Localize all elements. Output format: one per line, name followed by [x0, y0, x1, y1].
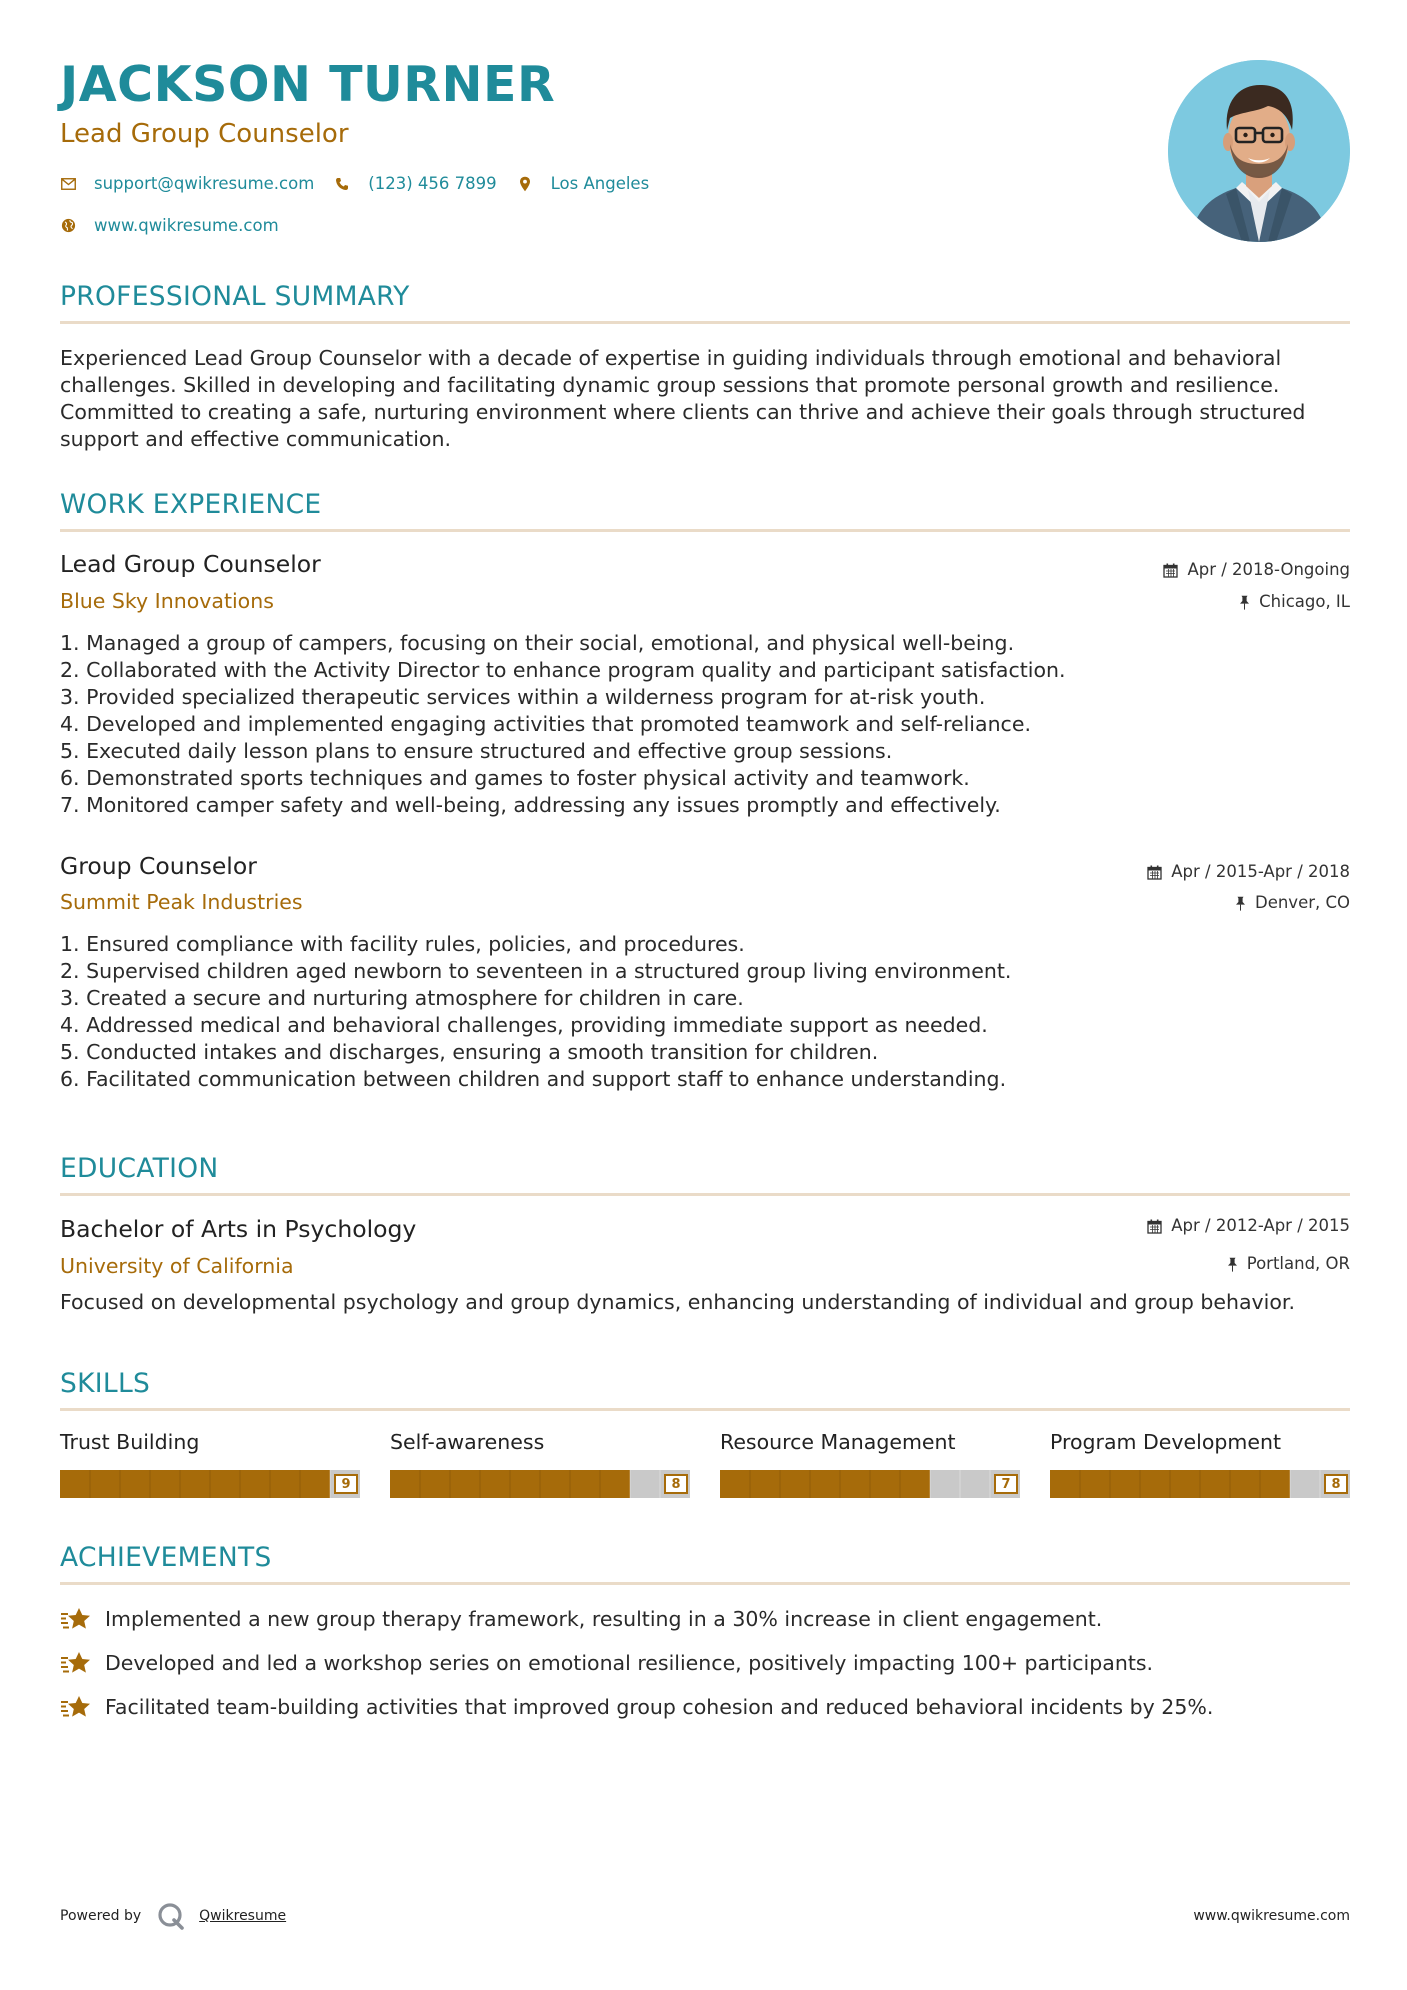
education-degree: Bachelor of Arts in Psychology — [60, 1215, 417, 1243]
bullet-item: 5. Executed daily lesson plans to ensure structured and effective group sessions. — [60, 739, 893, 763]
skill-name: Self-awareness — [390, 1430, 545, 1454]
achievement-item — [60, 1606, 1102, 1632]
skill-bar — [720, 1470, 1020, 1498]
candidate-name: JACKSON TURNER — [60, 56, 556, 113]
skill-item-2 — [720, 1430, 1020, 1492]
star-icon — [60, 1606, 92, 1632]
contact-phone[interactable] — [334, 174, 496, 193]
education-dates — [1147, 1218, 1350, 1235]
skill-segments — [60, 1470, 360, 1498]
job-title-2: Group Counselor — [60, 852, 257, 880]
bullet-item: 7. Monitored camper safety and well-being, addressing any issues promptly and effectively. — [60, 793, 1001, 817]
achievement-text: Facilitated team-building activities that improved group cohesion and reduced behavioral incidents by 25%. — [105, 1695, 1214, 1719]
pushpin-icon — [1235, 896, 1246, 911]
candidate-title: Lead Group Counselor — [60, 119, 349, 149]
achievement-text: Developed and led a workshop series on emotional resilience, positively impacting 100+ participants. — [105, 1651, 1154, 1675]
phone-text: (123) 456 7899 — [368, 174, 497, 193]
bullet-item: 2. Collaborated with the Activity Director to enhance program quality and participant satisfaction. — [60, 658, 1066, 682]
job-bullets-2 — [60, 931, 1350, 1093]
location-text: Los Angeles — [550, 174, 650, 193]
summary-text: Experienced Lead Group Counselor with a decade of expertise in guiding individuals through emotional and behavioral challenges. Skilled in developing and facilitating dynamic group sessions that promote personal growth and resilience. Committed to creating a safe, nurturing environment where clients can thrive and achieve their goals through structured support and effective communication. — [60, 346, 1306, 451]
phone-icon — [334, 176, 350, 192]
calendar-icon — [1147, 865, 1162, 880]
job-dates-1 — [1163, 562, 1350, 579]
contact-row-secondary — [60, 216, 299, 235]
bullet-item: 1. Ensured compliance with facility rules, policies, and procedures. — [60, 932, 745, 956]
education-location-text: Portland, OR — [1246, 1254, 1350, 1273]
skill-level-badge: 8 — [1324, 1474, 1348, 1494]
summary-heading: PROFESSIONAL SUMMARY — [60, 281, 410, 312]
bullet-item: 1. Managed a group of campers, focusing on their social, emotional, and physical well-being. — [60, 631, 1015, 655]
achievements-heading: ACHIEVEMENTS — [60, 1542, 272, 1573]
skill-segments — [1050, 1470, 1350, 1498]
footer-powered-by — [60, 1902, 286, 1930]
summary-divider — [60, 321, 1350, 324]
skill-name: Trust Building — [60, 1430, 200, 1454]
contact-website[interactable] — [60, 216, 279, 235]
job-dates-text-2: Apr / 2015-Apr / 2018 — [1171, 862, 1350, 881]
education-location — [1227, 1256, 1350, 1273]
education-dates-text: Apr / 2012-Apr / 2015 — [1171, 1216, 1350, 1235]
envelope-icon — [60, 176, 76, 192]
skill-name: Resource Management — [720, 1430, 956, 1454]
job-location-2 — [1235, 895, 1350, 912]
star-icon — [60, 1650, 92, 1676]
job-title-1: Lead Group Counselor — [60, 550, 321, 578]
contact-row-primary — [60, 174, 669, 193]
skill-item-0 — [60, 1430, 360, 1492]
job-company-2: Summit Peak Industries — [60, 890, 303, 914]
qwikresume-link[interactable]: Qwikresume — [199, 1908, 287, 1924]
experience-divider — [60, 529, 1350, 532]
bullet-item: 4. Addressed medical and behavioral challenges, providing immediate support as needed. — [60, 1013, 988, 1037]
powered-by-label: Powered by — [60, 1908, 142, 1924]
education-divider — [60, 1193, 1350, 1196]
calendar-icon — [1147, 1219, 1162, 1234]
job-dates-2 — [1147, 864, 1350, 881]
skill-bar — [390, 1470, 690, 1498]
pushpin-icon — [1227, 1257, 1238, 1272]
skill-bar — [1050, 1470, 1350, 1498]
achievement-item — [60, 1650, 1153, 1676]
skill-level-badge: 9 — [334, 1474, 358, 1494]
bullet-item: 6. Demonstrated sports techniques and games to foster physical activity and teamwork. — [60, 766, 970, 790]
skills-heading: SKILLS — [60, 1368, 151, 1399]
bullet-item: 3. Created a secure and nurturing atmosphere for children in care. — [60, 986, 744, 1010]
skill-segments — [390, 1470, 690, 1498]
contact-location — [517, 174, 650, 193]
email-text: support@qwikresume.com — [94, 174, 315, 193]
education-description: Focused on developmental psychology and group dynamics, enhancing understanding of individual and group behavior. — [60, 1290, 1295, 1314]
skill-level-badge: 8 — [664, 1474, 688, 1494]
bullet-item: 2. Supervised children aged newborn to seventeen in a structured group living environment. — [60, 959, 1012, 983]
star-icon — [60, 1694, 92, 1720]
achievement-text: Implemented a new group therapy framework, resulting in a 30% increase in client engagement. — [105, 1607, 1103, 1631]
skills-divider — [60, 1408, 1350, 1411]
footer-website[interactable]: www.qwikresume.com — [1193, 1908, 1350, 1924]
bullet-item: 5. Conducted intakes and discharges, ensuring a smooth transition for children. — [60, 1040, 879, 1064]
education-school: University of California — [60, 1254, 294, 1278]
job-bullets-1 — [60, 630, 1350, 819]
map-pin-icon — [517, 176, 533, 192]
bullet-item: 4. Developed and implemented engaging activities that promoted teamwork and self-reliance. — [60, 712, 1031, 736]
skill-item-3 — [1050, 1430, 1350, 1492]
skill-segments — [720, 1470, 1020, 1498]
achievement-item — [60, 1694, 1213, 1720]
job-dates-text-1: Apr / 2018-Ongoing — [1187, 560, 1350, 579]
qwikresume-logo — [157, 1902, 185, 1930]
bullet-item: 3. Provided specialized therapeutic services within a wilderness program for at-risk youth. — [60, 685, 986, 709]
job-location-text-2: Denver, CO — [1254, 893, 1350, 912]
website-text: www.qwikresume.com — [94, 216, 279, 235]
skill-bar — [60, 1470, 360, 1498]
skill-item-1 — [390, 1430, 690, 1492]
skill-level-badge: 7 — [994, 1474, 1018, 1494]
contact-email[interactable] — [60, 174, 314, 193]
education-heading: EDUCATION — [60, 1153, 219, 1184]
job-location-text-1: Chicago, IL — [1259, 592, 1350, 611]
experience-heading: WORK EXPERIENCE — [60, 489, 322, 520]
achievements-divider — [60, 1582, 1350, 1585]
bullet-item: 6. Facilitated communication between children and support staff to enhance understanding. — [60, 1067, 1007, 1091]
job-company-1: Blue Sky Innovations — [60, 589, 274, 613]
pushpin-icon — [1239, 595, 1250, 610]
calendar-icon — [1163, 563, 1178, 578]
job-location-1 — [1239, 594, 1350, 611]
globe-icon — [60, 218, 76, 234]
profile-photo — [1168, 60, 1350, 242]
skill-name: Program Development — [1050, 1430, 1282, 1454]
